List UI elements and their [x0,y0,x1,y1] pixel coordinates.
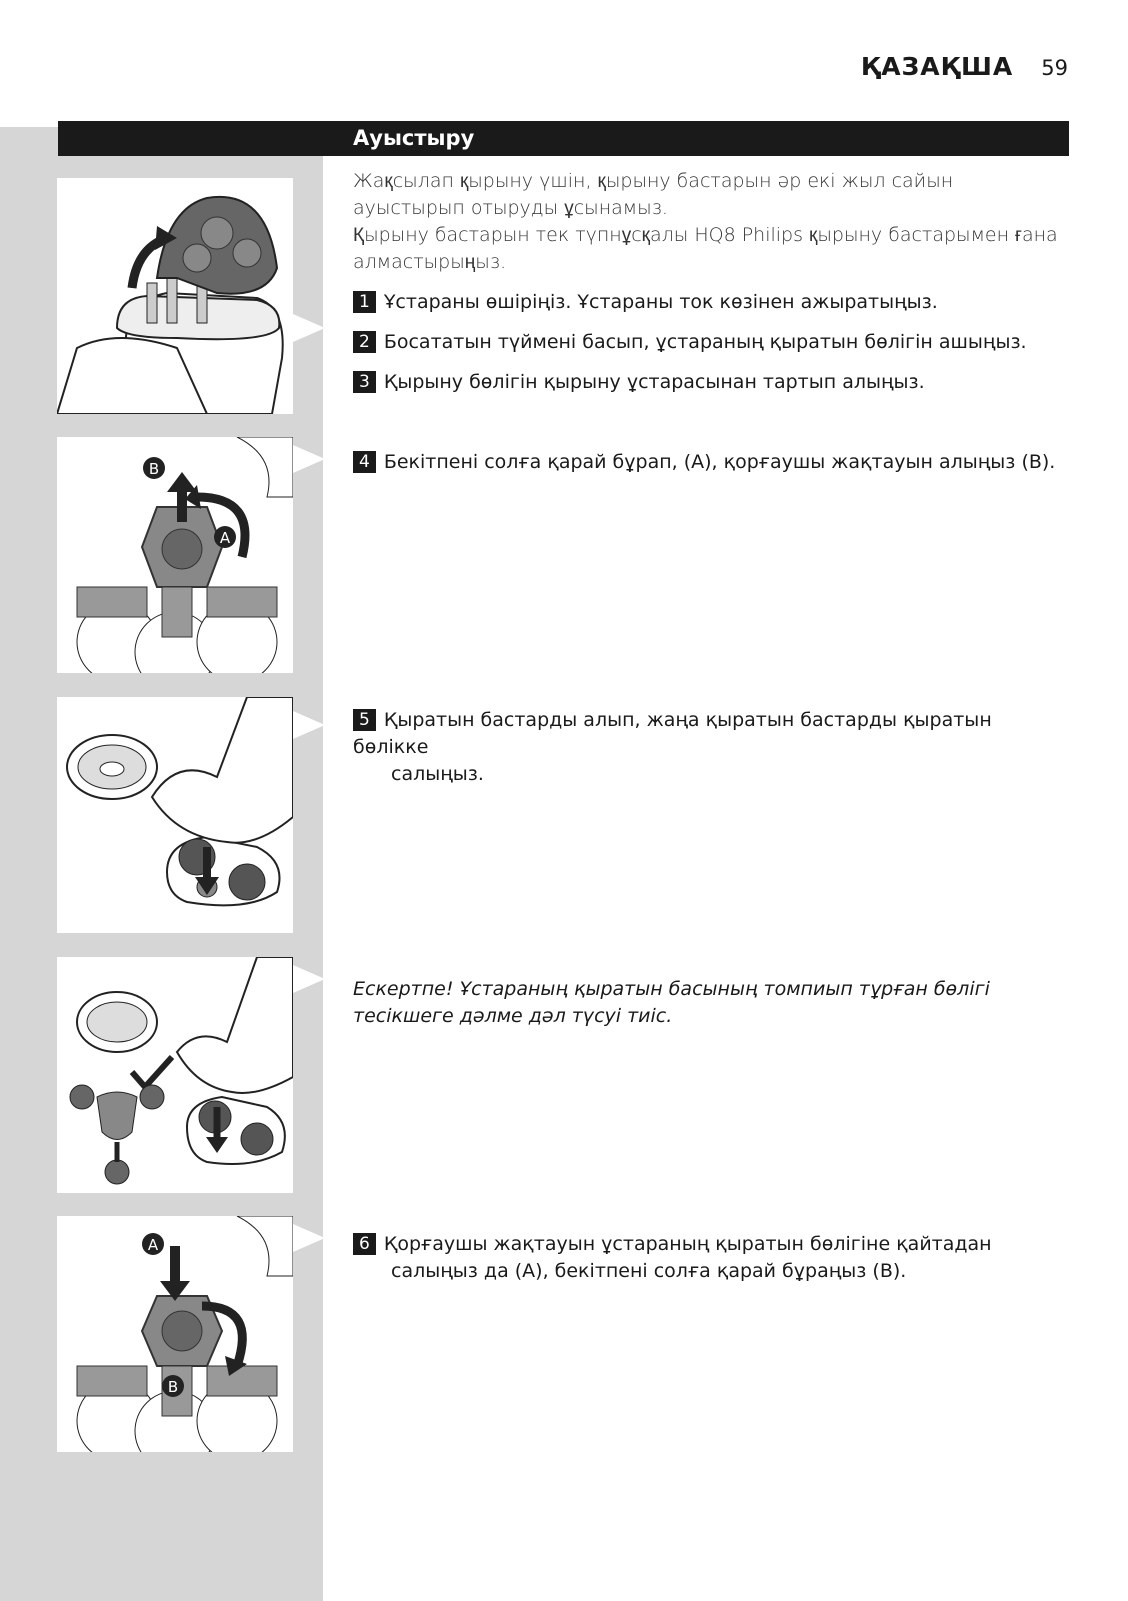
step-text: Бекітпені солға қарай бұрап, (A), қорғаушы жақтауын алыңыз (B). [383,451,1056,473]
page-header [861,52,1068,81]
label-b: B [167,1378,179,1396]
section-bar [58,121,1069,156]
intro-paragraph: Жақсылап қырыну үшін, қырыну бастарын әр екі жыл сайын ауыстырып отыруды ұсынамыз. [353,170,954,219]
step-text: Қорғаушы жақтауын ұстараның қыратын бөлігіне қайтадан [383,1233,992,1255]
step-number: 6 [353,1233,376,1255]
step-text-continued: салыңыз. [391,763,484,785]
step-number: 1 [353,291,376,313]
step-text: Қырыну бөлігін қырыну ұстарасынан тартып алыңыз. [383,371,925,393]
step-number: 5 [353,709,376,731]
figure-pointer [293,445,325,473]
step-3 [353,369,1073,396]
figure-pointer [293,965,325,993]
label-a: A [147,1236,159,1254]
step-6 [353,1231,1073,1285]
step-1 [353,289,1073,316]
step-number: 2 [353,331,376,353]
intro-paragraph: Қырыну бастарын тек түпнұсқалы HQ8 Philips қырыну бастарымен ғана алмастырыңыз. [353,224,1058,273]
note-line: Ескертпе! Ұстараның қыратын басының томпиып тұрған бөлігі [353,978,990,1000]
figure-pointer [293,711,325,739]
figure-open-shaver [57,178,293,414]
figure-replace-heads [57,697,293,933]
page-number: 59 [1041,56,1068,80]
step-text: Қыратын бастарды алып, жаңа қыратын бастарды қыратын бөлікке [353,709,992,758]
step-text: Ұстараны өшіріңіз. Ұстараны ток көзінен ажыратыңыз. [383,291,938,313]
step-5 [353,707,1073,788]
step-text: Босататын түймені басып, ұстараның қыратын бөлігін ашыңыз. [383,331,1027,353]
language-label: ҚАЗАҚША [860,52,1014,81]
step-number: 3 [353,371,376,393]
label-a: A [219,529,231,547]
figure-note-alignment [57,957,293,1193]
section-title: Ауыстыру [353,126,475,150]
intro-text [353,168,1068,276]
note [353,976,1053,1030]
step-4 [353,449,1073,476]
figure-pointer [293,314,325,342]
step-text-continued: салыңыз да (A), бекітпені солға қарай бұраңыз (B). [391,1260,907,1282]
note-line: тесікшеге дәлме дәл түсуі тиіс. [353,1005,673,1027]
figure-pointer [293,1224,325,1252]
figure-reinsert-frame [57,1216,293,1452]
label-b: B [148,460,160,478]
step-2 [353,329,1073,356]
figure-remove-frame [57,437,293,673]
step-number: 4 [353,451,376,473]
